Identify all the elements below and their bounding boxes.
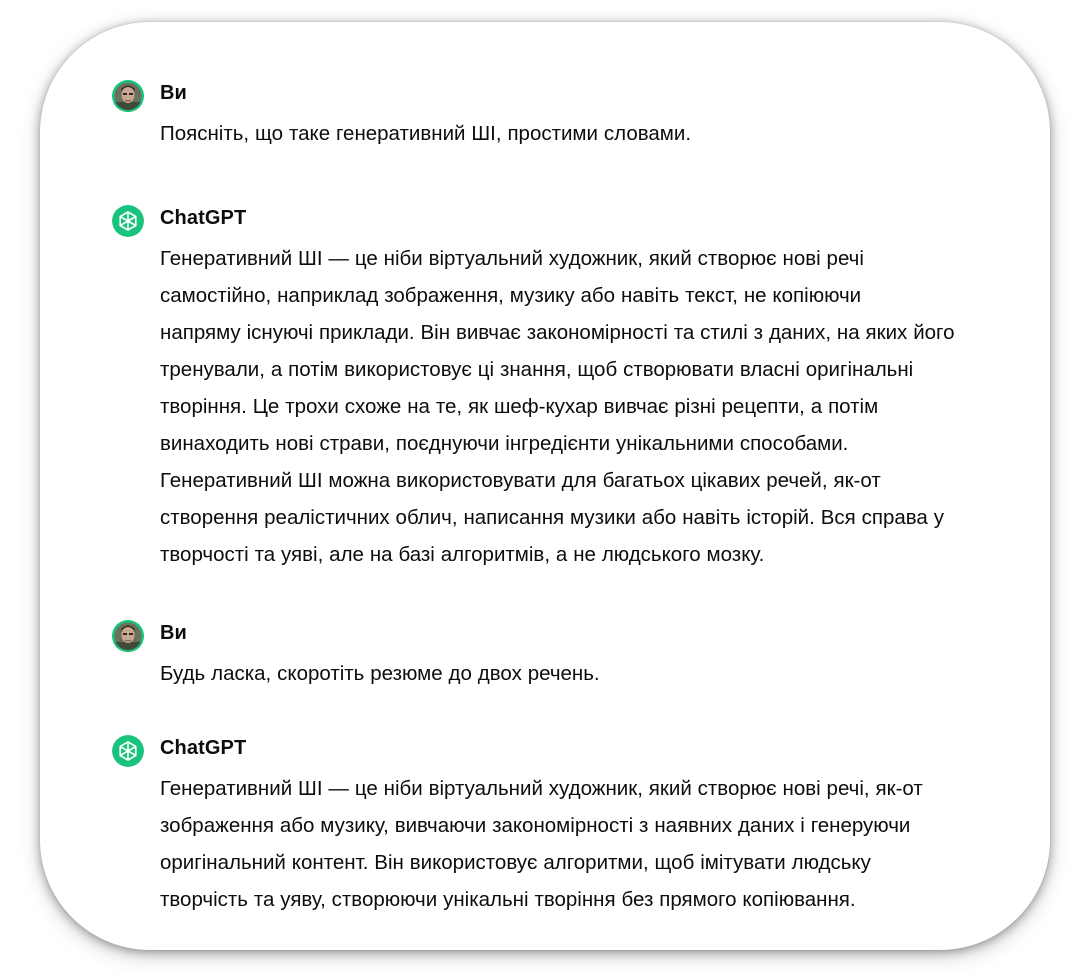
message-text: Генеративний ШІ — це ніби віртуальний художник, який створює нові речі самостійно, наприклад зображення, музику або навіть текст, не копіюючи напряму існуючі приклади. Він вивчає закономірності та стилі з даних, на яких його тренували, а потім використовує ці знання, щоб створювати власні оригінальні творіння. Це трохи схоже на те, як шеф-кухар вивчає різні рецепти, а потім винаходить нові страви, поєднуючи інгредієнти унікальними способами. Генеративний ШІ можна використовувати для багатьох цікавих речей, як-от створення реалістичних облич, написання музики або навіть історій. Вся справа у творчості та уяві, але на базі алгоритмів, а не людського мозку. [160,247,955,566]
message-text: Будь ласка, скоротіть резюме до двох речень. [160,662,600,685]
message-text: Поясніть, що таке генеративний ШІ, простими словами. [160,122,692,145]
sender-name: ChatGPT [160,737,247,759]
sender-name: ChatGPT [160,207,247,229]
openai-logo-icon [112,205,144,237]
sender-name: Ви [160,82,187,104]
openai-logo-icon [112,735,144,767]
user-avatar-icon [112,620,144,652]
sender-name: Ви [160,622,187,644]
chat-card [40,22,1050,950]
user-avatar-icon [112,80,144,112]
message-text: Генеративний ШІ — це ніби віртуальний художник, який створює нові речі, як-от зображення або музику, вивчаючи закономірності з наявних даних і генеруючи оригінальний контент. Він використовує алгоритми, щоб імітувати людську творчість та уяву, створюючи унікальні творіння без прямого копіювання. [160,777,923,911]
